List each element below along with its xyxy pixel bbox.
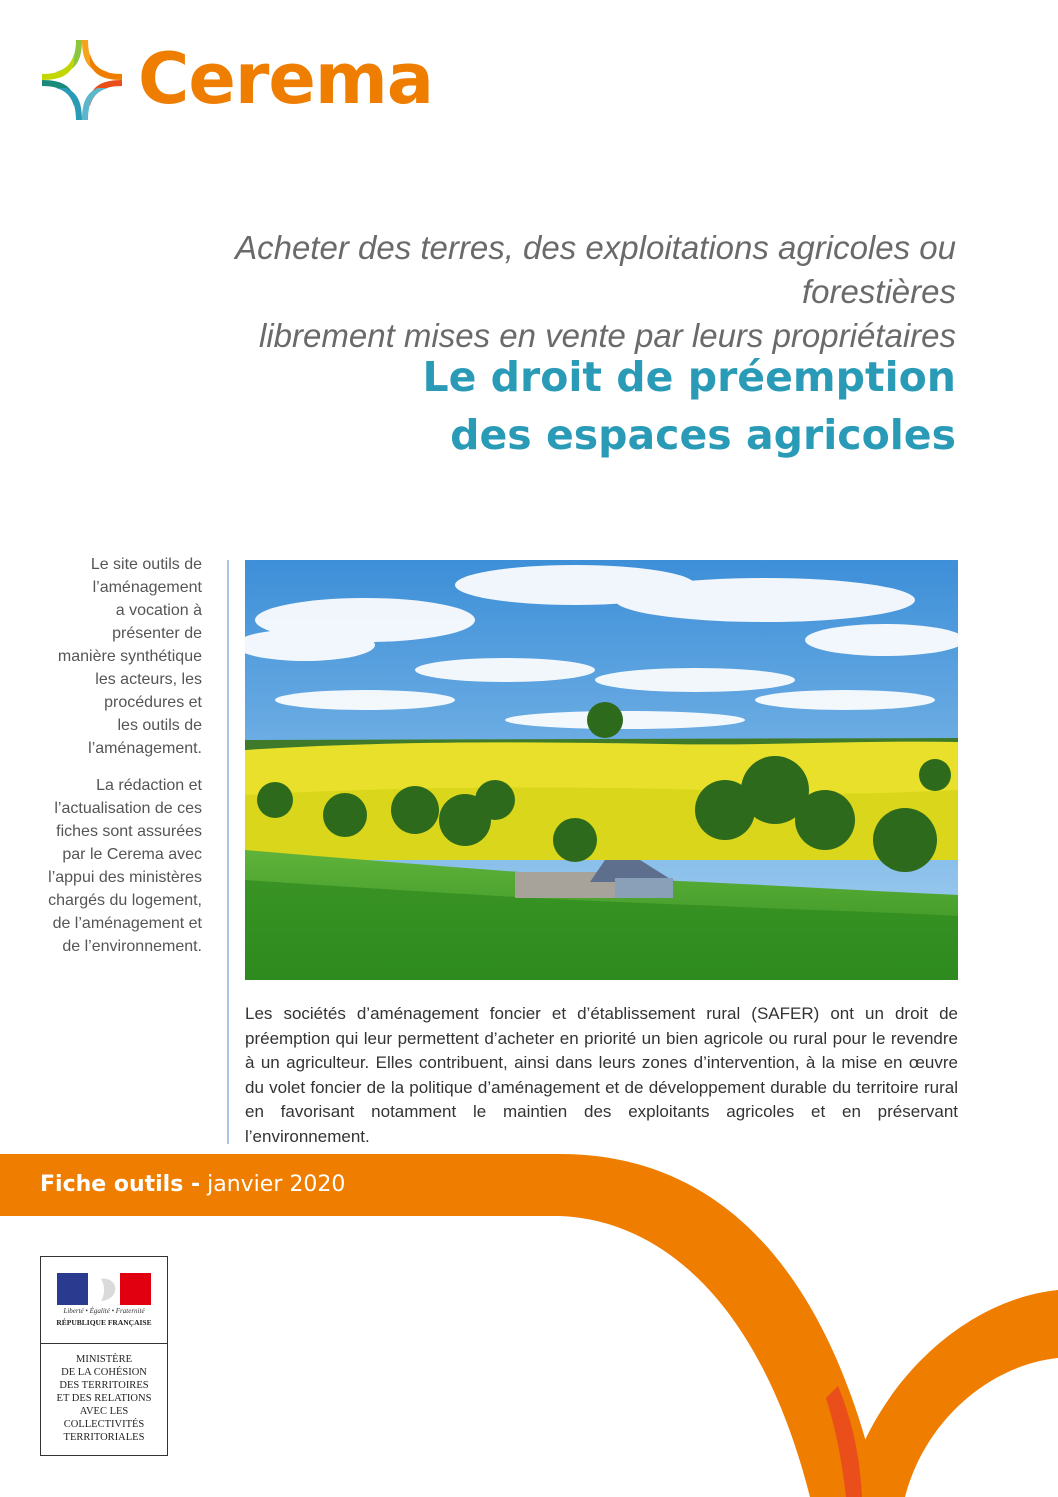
subtitle-line: librement mises en vente par leurs propriétaires (259, 317, 956, 354)
sidebar-line: a vocation à (115, 602, 202, 619)
ministry-line: TERRITORIALES (63, 1432, 145, 1443)
sidebar-line: par le Cerema avec (62, 846, 202, 863)
ministry-name (45, 1353, 163, 1444)
sidebar-line: les acteurs, les (95, 671, 202, 688)
sidebar-line: fiches sont assurées (56, 823, 202, 840)
ministry-line: AVEC LES (79, 1406, 129, 1417)
brand-name: Cerema (138, 38, 434, 120)
sidebar-line: présenter de (112, 625, 202, 642)
sidebar-paragraph (30, 774, 202, 958)
sidebar-line: l’aménagement. (88, 740, 202, 757)
fiche-date: janvier 2020 (207, 1172, 346, 1197)
cerema-logo (40, 38, 434, 128)
marianne-block (41, 1257, 167, 1344)
sidebar-paragraph (30, 553, 202, 760)
sidebar-line: l’actualisation de ces (54, 800, 202, 817)
marianne-flag-icon (57, 1273, 151, 1305)
landscape-photo (245, 560, 958, 980)
sidebar-line: manière synthétique (57, 648, 202, 665)
sidebar-line: Le site outils de (90, 556, 202, 573)
intro-paragraph: Les sociétés d’aménagement foncier et d’établissement rural (SAFER) ont un droit de préemption qui leur permettent d’acheter en priorité un bien agricole ou rural pour le revendre à un agriculteur. Elles contribuent, ainsi dans leurs zones d’intervention, à la mise en œuvre du volet foncier de la politique d’aménagement et de développement durable du territoire rural en favorisant notamment le maintien des exploitants agricoles et en préservant l’environnement. (245, 1004, 958, 1146)
fiche-label (40, 1168, 345, 1202)
title-line: des espaces agricoles (450, 411, 956, 459)
sidebar-line: de l’aménagement et (52, 915, 202, 932)
sidebar-note (30, 553, 202, 972)
cerema-logo-mark-icon (40, 38, 124, 122)
sidebar-line: les outils de (117, 717, 202, 734)
document-subtitle (76, 226, 956, 358)
ministry-line: DE LA COHÉSION (61, 1367, 147, 1378)
title-line: Le droit de préemption (422, 353, 956, 401)
sidebar-line: La rédaction et (96, 777, 202, 794)
subtitle-line: Acheter des terres, des exploitations agricoles ou forestières (235, 229, 956, 310)
ministry-line: MINISTÈRE (76, 1354, 132, 1365)
republic-motto: Liberté • Égalité • Fraternité (63, 1307, 145, 1315)
sidebar-line: procédures et (104, 694, 202, 711)
republic-name: RÉPUBLIQUE FRANÇAISE (56, 1318, 152, 1327)
fiche-type: Fiche outils - (40, 1172, 201, 1197)
government-logo (40, 1256, 168, 1456)
sidebar-divider (227, 560, 229, 1144)
sidebar-line: l’aménagement (92, 579, 202, 596)
sidebar-line: l’appui des ministères (48, 869, 202, 886)
sidebar-line: de l’environnement. (62, 938, 202, 955)
ministry-line: DES TERRITOIRES (59, 1380, 149, 1391)
ministry-line: ET DES RELATIONS (56, 1393, 152, 1404)
sidebar-line: chargés du logement, (48, 892, 202, 909)
rapeseed-field-landscape-icon (245, 560, 958, 980)
ministry-line: COLLECTIVITÉS (63, 1419, 145, 1430)
document-title (76, 348, 956, 464)
